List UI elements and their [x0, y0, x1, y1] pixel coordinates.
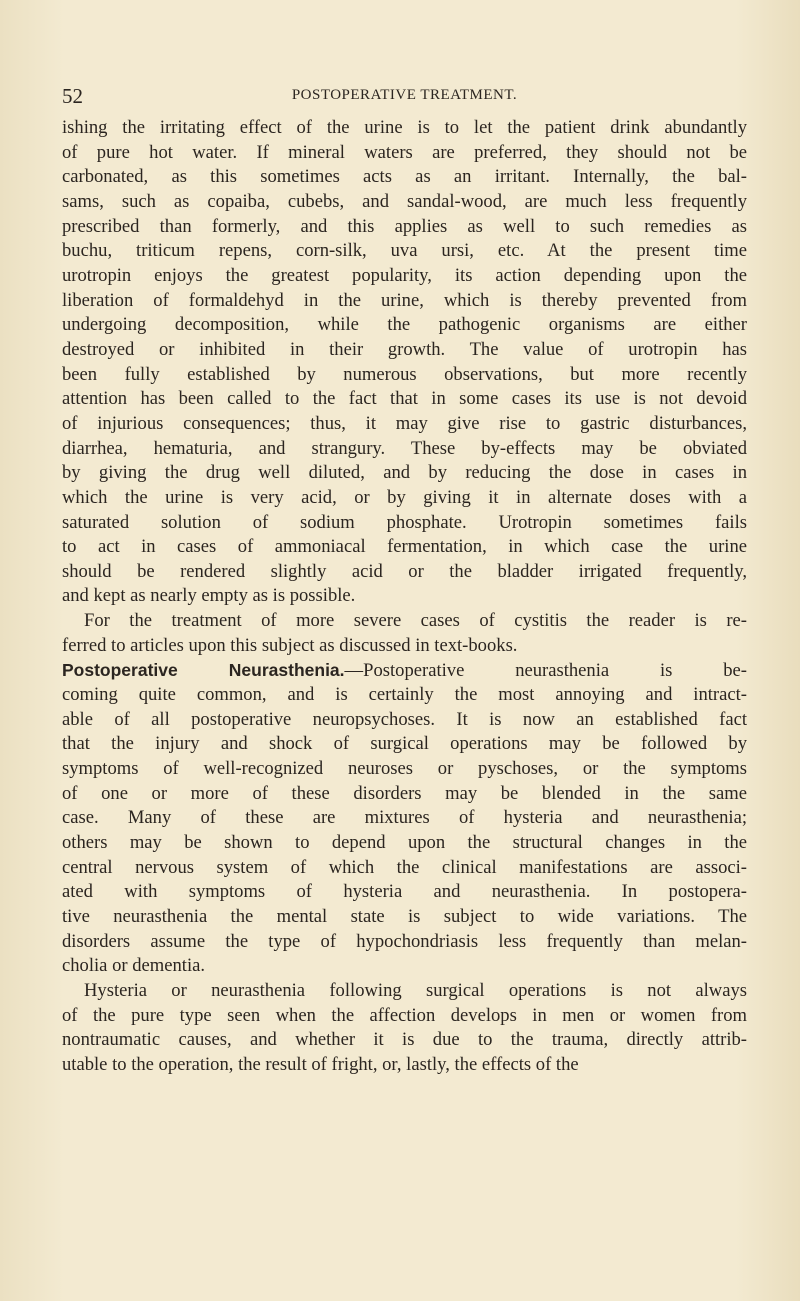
text-line	[62, 658, 747, 683]
text-line: cholia or dementia.	[62, 955, 206, 977]
text-line: should be rendered slightly acid or the bladder irrigated frequently,	[62, 560, 747, 582]
text-line: been fully established by numerous observations, but more recently	[62, 363, 747, 385]
text-line: attention has been called to the fact that in some cases its use is not devoid	[62, 388, 747, 410]
text-line: able of all postoperative neuropsychoses. It is now an established fact	[62, 708, 747, 730]
running-title: POSTOPERATIVE TREATMENT.	[291, 87, 518, 103]
text-line: disorders assume the type of hypochondriasis less frequently than melan-	[62, 930, 747, 952]
text-line: which the urine is very acid, or by giving it in alternate doses with a	[62, 486, 747, 508]
text-line: carbonated, as this sometimes acts as an irritant. Internally, the bal-	[62, 166, 747, 188]
text-line: nontraumatic causes, and whether it is due to the trauma, directly attrib-	[62, 1029, 747, 1051]
text-line: liberation of formaldehyd in the urine, which is thereby prevented from	[62, 289, 747, 311]
text-line: others may be shown to depend upon the structural changes in the	[62, 832, 747, 854]
text-line: utable to the operation, the result of fright, or, lastly, the effects of the	[62, 1053, 579, 1075]
text-line: undergoing decomposition, while the pathogenic organisms are either	[62, 314, 747, 336]
text-line: that the injury and shock of surgical operations may be followed by	[62, 733, 747, 755]
text-line: prescribed than formerly, and this applies as well to such remedies as	[62, 215, 747, 237]
text-line: symptoms of well-recognized neuroses or pyschoses, or the symptoms	[62, 758, 747, 780]
text-line: central nervous system of which the clinical manifestations are associ-	[62, 856, 747, 878]
text-line: and kept as nearly empty as is possible.	[62, 585, 356, 607]
text-line: of injurious consequences; thus, it may give rise to gastric disturbances,	[62, 412, 747, 434]
body-text	[62, 116, 747, 1078]
text-line: buchu, triticum repens, corn-silk, uva ursi, etc. At the present time	[62, 240, 747, 262]
text-line: to act in cases of ammoniacal fermentation, in which case the urine	[62, 536, 747, 558]
text-line: saturated solution of sodium phosphate. Urotropin sometimes fails	[62, 511, 747, 533]
text-line: of pure hot water. If mineral waters are preferred, they should not be	[62, 141, 747, 163]
text-line: sams, such as copaiba, cubebs, and sandal-wood, are much less frequently	[62, 190, 747, 212]
text-line-content: —Postoperative neurasthenia is be-	[344, 660, 747, 682]
text-line: ishing the irritating effect of the urine is to let the patient drink abundantly	[62, 117, 747, 138]
section-heading: Postoperative Neurasthenia.	[62, 660, 345, 681]
text-line: destroyed or inhibited in their growth. The value of urotropin has	[62, 338, 747, 360]
text-line: diarrhea, hematuria, and strangury. These by-effects may be obviated	[62, 437, 747, 459]
text-line: by giving the drug well diluted, and by reducing the dose in cases in	[62, 462, 747, 484]
page-number: 52	[62, 84, 83, 108]
text-line: ated with symptoms of hysteria and neurasthenia. In postopera-	[62, 881, 747, 903]
text-line: of the pure type seen when the affection develops in men or women from	[62, 1004, 747, 1026]
text-line: ferred to articles upon this subject as discussed in text-books.	[62, 634, 518, 656]
text-line: tive neurasthenia the mental state is subject to wide variations. The	[62, 906, 747, 927]
page-header	[62, 84, 747, 108]
text-line: urotropin enjoys the greatest popularity, its action depending upon the	[62, 264, 747, 286]
text-line: For the treatment of more severe cases of cystitis the reader is re-	[84, 610, 747, 632]
text-line: case. Many of these are mixtures of hysteria and neurasthenia;	[62, 807, 747, 829]
text-line: Hysteria or neurasthenia following surgical operations is not always	[84, 979, 747, 1001]
text-line: of one or more of these disorders may be blended in the same	[62, 782, 747, 804]
text-line: coming quite common, and is certainly the most annoying and intract-	[62, 684, 747, 706]
